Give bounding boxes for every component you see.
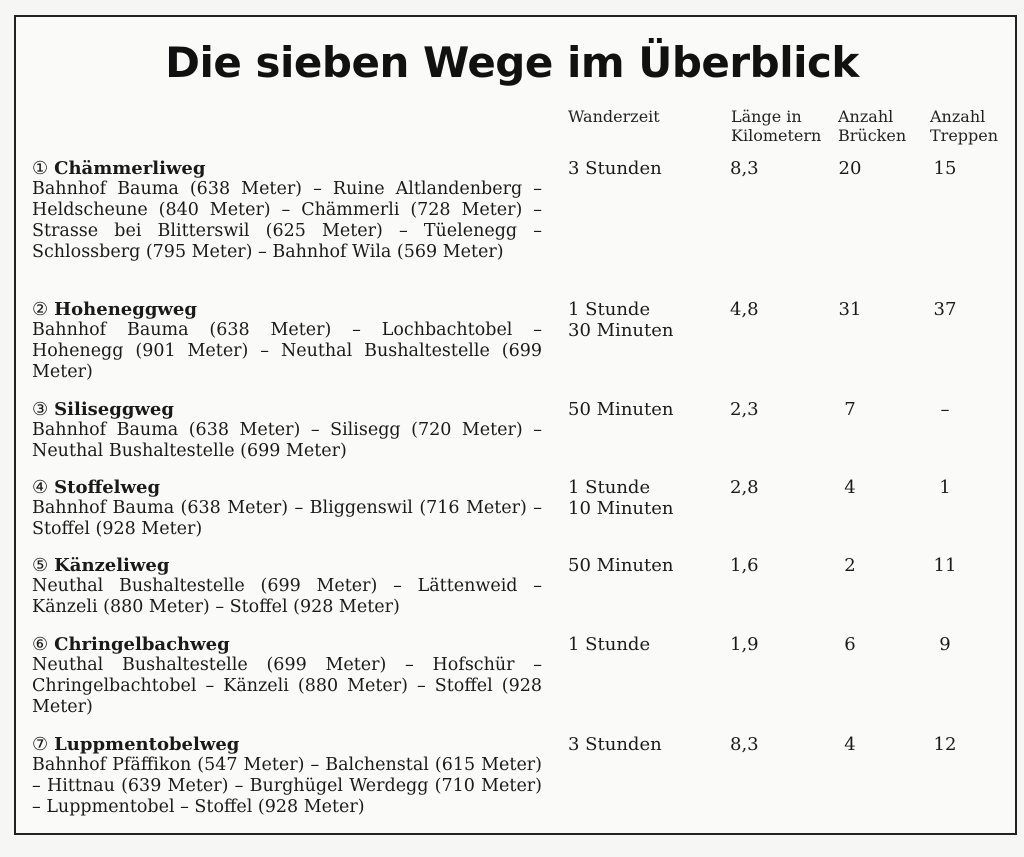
route-6: [32, 634, 542, 718]
route-bridges: 6: [844, 634, 856, 655]
route-length: 2,3: [730, 399, 759, 420]
route-name: [32, 299, 542, 320]
route-number: ①: [32, 158, 49, 179]
route-description: Bahnhof Bauma (638 Meter) – Silisegg (720 Meter) – Neuthal Bushaltestelle (699 Meter): [32, 420, 542, 461]
route-stairs: –: [940, 399, 950, 420]
header-stairs: Anzahl Treppen: [930, 107, 999, 145]
route-description: Bahnhof Bauma (638 Meter) – Lochbachtobel – Hohenegg (901 Meter) – Neuthal Bushaltestelle (699 Meter): [32, 320, 542, 382]
route-bridges: 2: [844, 555, 856, 576]
route-number: ②: [32, 299, 49, 320]
route-stairs: 15: [933, 158, 957, 179]
route-length: 4,8: [730, 299, 759, 320]
route-name: [32, 399, 542, 420]
route-name: [32, 158, 542, 179]
route-stairs: 1: [939, 477, 951, 498]
route-title: Chringelbachweg: [54, 634, 230, 655]
route-length: 2,8: [730, 477, 759, 498]
route-stairs: 11: [933, 555, 957, 576]
route-1: [32, 158, 542, 263]
route-2: [32, 299, 542, 383]
route-bridges: 31: [838, 299, 862, 320]
route-length: 1,9: [730, 634, 759, 655]
route-bridges: 20: [838, 158, 862, 179]
route-name: [32, 734, 542, 755]
route-title: Stoffelweg: [54, 477, 161, 498]
route-stairs: 12: [933, 734, 957, 755]
route-number: ⑥: [32, 634, 49, 655]
route-number: ③: [32, 399, 49, 420]
route-bridges: 4: [844, 477, 856, 498]
header-length: Länge in Kilometern: [731, 107, 822, 145]
route-description: Neuthal Bushaltestelle (699 Meter) – Hofschür – Chringelbachtobel – Känzeli (880 Meter) – Stoffel (928 Meter): [32, 655, 542, 717]
page-title: Die sieben Wege im Überblick: [165, 38, 859, 87]
route-length: 8,3: [730, 158, 759, 179]
route-title: Chämmerliweg: [54, 158, 206, 179]
route-bridges: 7: [844, 399, 856, 420]
route-time: 3 Stunden: [568, 734, 662, 755]
route-description: Bahnhof Pfäffikon (547 Meter) – Balchenstal (615 Meter) – Hittnau (639 Meter) – Burghügel Werdegg (710 Meter) – Luppmentobel – Stoffel (928 Meter): [32, 755, 542, 817]
route-description: Neuthal Bushaltestelle (699 Meter) – Lättenweid – Känzeli (880 Meter) – Stoffel (928 Meter): [32, 576, 542, 617]
route-time: 50 Minuten: [568, 399, 674, 420]
route-bridges: 4: [844, 734, 856, 755]
route-4: [32, 477, 542, 540]
route-name: [32, 555, 542, 576]
route-length: 8,3: [730, 734, 759, 755]
route-title: Luppmentobelweg: [54, 734, 240, 755]
route-description: Bahnhof Bauma (638 Meter) – Bliggenswil (716 Meter) – Stoffel (928 Meter): [32, 498, 542, 539]
route-3: [32, 399, 542, 462]
route-length: 1,6: [730, 555, 759, 576]
route-stairs: 37: [933, 299, 957, 320]
route-name: [32, 477, 542, 498]
route-number: ⑤: [32, 555, 49, 576]
route-7: [32, 734, 542, 818]
route-title: Känzeliweg: [54, 555, 170, 576]
route-time: 1 Stunde: [568, 634, 651, 655]
route-title: Hoheneggweg: [54, 299, 197, 320]
route-5: [32, 555, 542, 618]
route-time: 50 Minuten: [568, 555, 674, 576]
route-stairs: 9: [939, 634, 951, 655]
route-time: 1 Stunde 10 Minuten: [568, 477, 674, 519]
header-bridges: Anzahl Brücken: [838, 107, 907, 145]
route-title: Siliseggweg: [54, 399, 174, 420]
route-time: 1 Stunde 30 Minuten: [568, 299, 674, 341]
route-number: ⑦: [32, 734, 49, 755]
route-number: ④: [32, 477, 49, 498]
route-name: [32, 634, 542, 655]
header-time: Wanderzeit: [568, 107, 660, 126]
route-time: 3 Stunden: [568, 158, 662, 179]
route-description: Bahnhof Bauma (638 Meter) – Ruine Altlandenberg – Heldscheune (840 Meter) – Chämmerli (728 Meter) – Strasse bei Blitterswil (625 Meter) – Tüelenegg – Schlossberg (795 Meter) – Bahnhof Wila (569 Meter): [32, 179, 542, 262]
